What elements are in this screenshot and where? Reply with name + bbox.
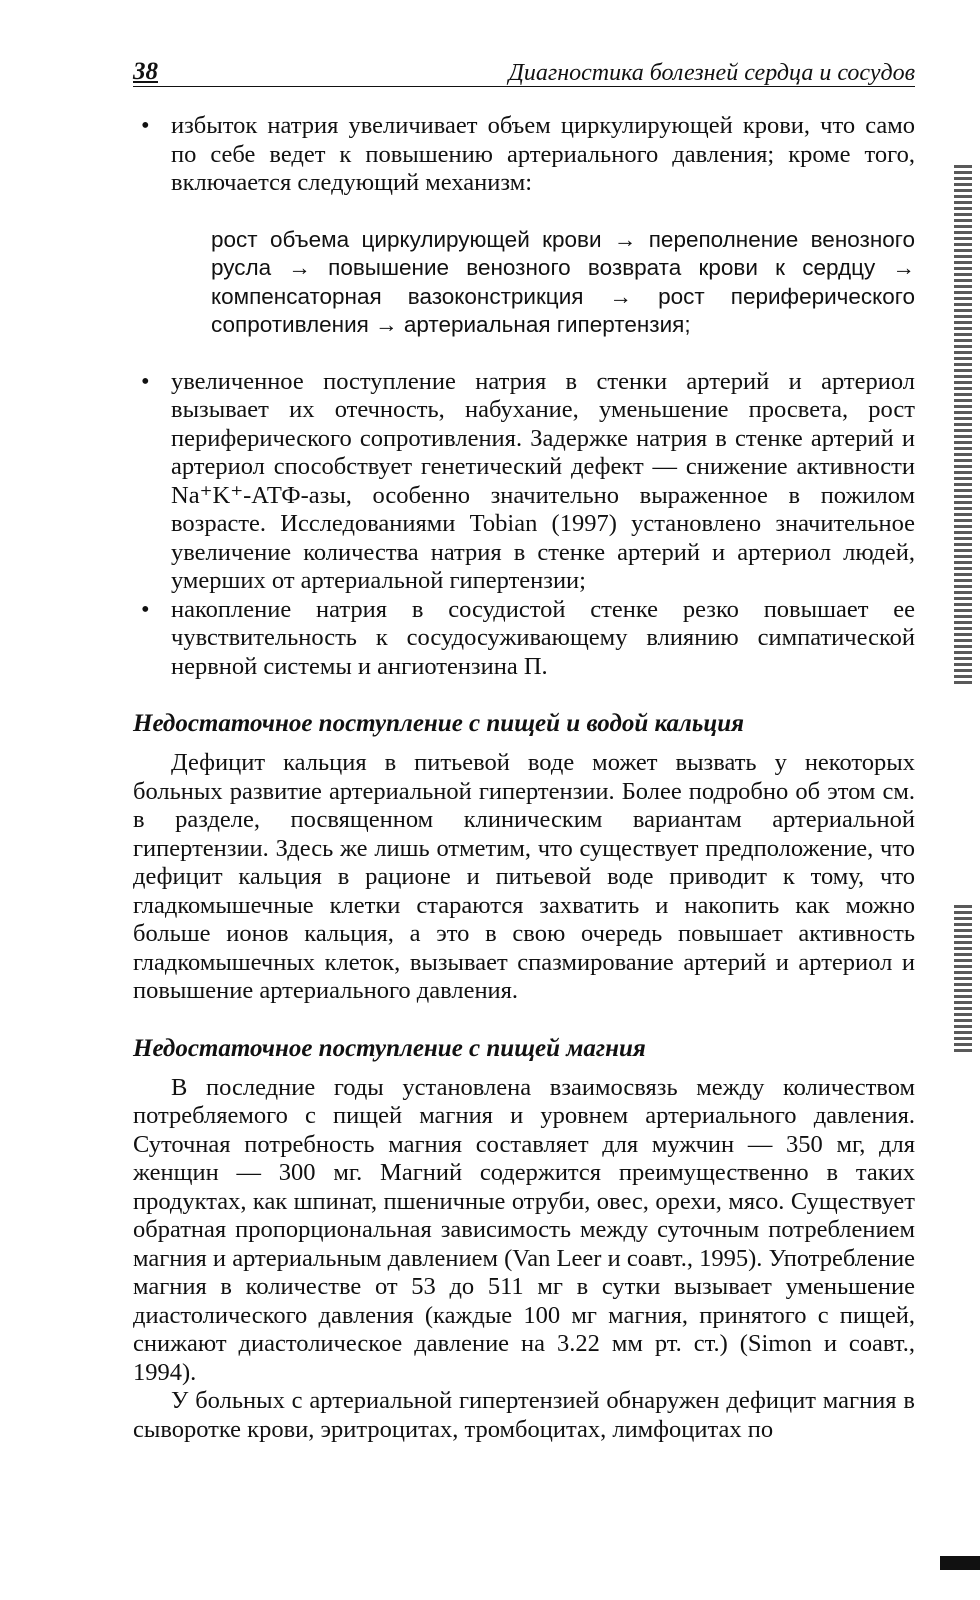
page-body — [133, 112, 915, 1444]
running-title: Диагностика болезней сердца и сосудов — [508, 60, 915, 86]
mechanism-chain: рост объема циркулирующей крови → переполнение венозного русла → повышение венозного возврата крови к сердцу → компенсаторная вазоконстрикция → рост периферического сопротивления → артериальная гипертензия; — [211, 226, 915, 337]
bullet-item — [133, 112, 915, 198]
scan-edge-shadow — [954, 905, 972, 1055]
bullet-icon: • — [141, 112, 150, 139]
bullet-item — [133, 596, 915, 682]
bullet-icon: • — [141, 595, 150, 623]
scan-corner-mark — [940, 1556, 980, 1570]
bullet-text: избыток натрия увеличивает объем циркулирующей крови, что само по себе ведет к повышению артериального давления; кроме того, включается следующий механизм: — [171, 112, 915, 196]
section-heading-calcium: Недостаточное поступление с пищей и водой кальция — [133, 710, 744, 737]
paragraph-calcium: Дефицит кальция в питьевой воде может вызвать у некоторых больных развитие артериальной гипертензии. Более подробно об этом см. в разделе, посвященном клиническим вариантам артериальной гипертензии. Здесь же лишь отметим, что существует предположение, что дефицит кальция в рационе и питьевой воде приводит к тому, что гладкомышечные клетки стараются захватить и накопить как можно больше ионов кальция, а это в свою очередь повышает активность гладкомышечных клеток, вызывает спазмирование артерий и артериол и повышение артериального давления. — [133, 749, 915, 1004]
page-number: 38 — [133, 58, 158, 85]
paragraph-magnesium-2: У больных с артериальной гипертензией обнаружен дефицит магния в сыворотке крови, эритроцитах, тромбоцитах, лимфоцитах по — [133, 1387, 915, 1443]
section-heading-magnesium: Недостаточное поступление с пищей магния — [133, 1034, 646, 1062]
running-header — [133, 58, 915, 87]
scan-edge-shadow — [954, 165, 972, 685]
bullet-text: увеличенное поступление натрия в стенки артерий и артериол вызывает их отечность, набухание, уменьшение просвета, рост периферического сопротивления. Задержке натрия в стенке артерий и артериол способствует генетический дефект — снижение активности Na⁺K⁺-АТФ-азы, особенно значительно выраженное в пожилом возрасте. Исследованиями Tobian (1997) установлено значительное увеличение количества натрия в стенке артерий и артериол людей, умерших от артериальной гипертензии; — [171, 367, 915, 594]
bullet-icon: • — [141, 367, 150, 395]
bullet-item — [133, 368, 915, 596]
paragraph-magnesium-1: В последние годы установлена взаимосвязь между количеством потребляемого с пищей магния и уровнем артериального давления. Суточная потребность магния составляет для мужчин — 350 мг, для женщин — 300 мг. Магний содержится преимущественно в таких продуктах, как шпинат, пшеничные отруби, овес, орехи, мясо. Существует обратная пропорциональная зависимость между суточным потреблением магния и артериальным давлением (Van Leer и соавт., 1995). Употребление магния в количестве от 53 до 511 мг в сутки вызывает уменьшение диастолического давления (каждые 100 мг магния, принятого с пищей, снижают диастолическое давление на 3.22 мм рт. ст.) (Simon и соавт., 1994). — [133, 1073, 915, 1386]
bullet-text: накопление натрия в сосудистой стенке резко повышает ее чувствительность к сосудосуживающему влиянию симпатической нервной системы и ангиотензина П. — [171, 595, 915, 680]
